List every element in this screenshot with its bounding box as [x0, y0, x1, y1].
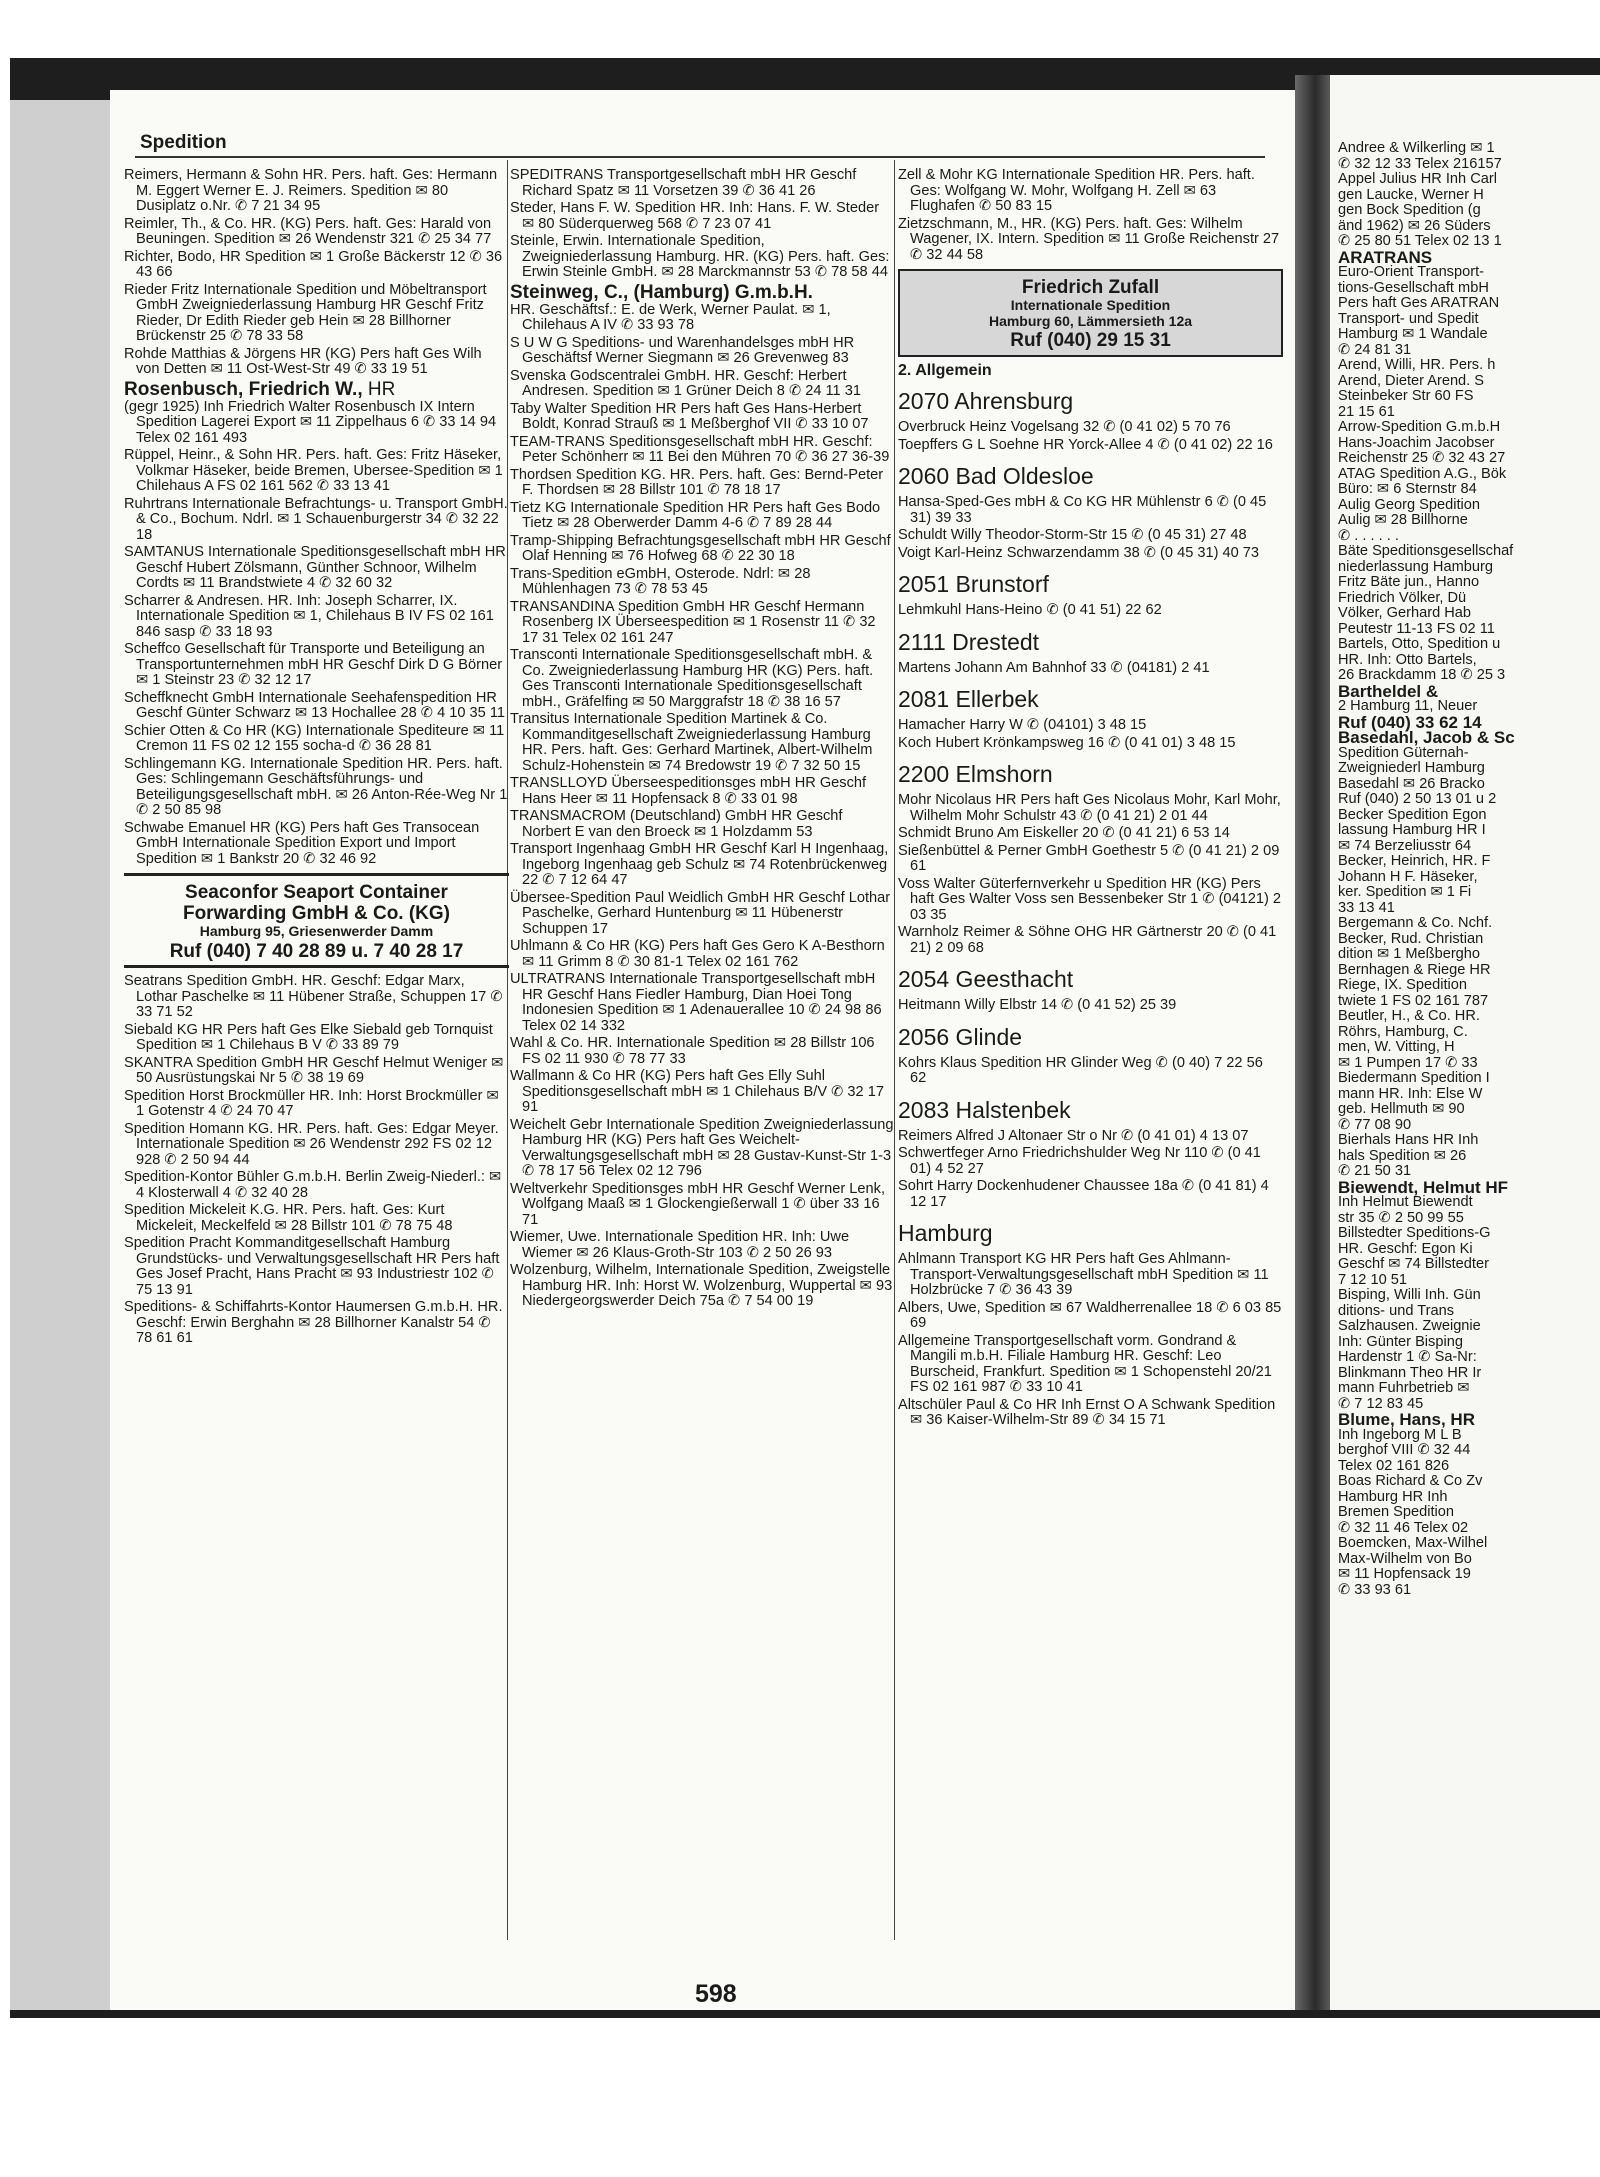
- right-page-line: Becker, Rud. Christian: [1338, 930, 1484, 947]
- listing-entry: Voss Walter Güterfernverkehr u Spedition HR (KG) Pers haft Ges Walter Voss sen Bessenbeker Str 1 ✆ (04121) 2 03 35: [898, 875, 1282, 923]
- right-page-line: mann HR. Inh: Else W: [1338, 1085, 1483, 1102]
- ad-address: Hamburg 60, Lämmersieth 12a: [988, 312, 1193, 329]
- right-page-line: Max-Wilhelm von Bo: [1338, 1550, 1472, 1567]
- ad-line: Friedrich Zufall: [1021, 277, 1160, 298]
- city-heading: 2070 Ahrensburg: [898, 388, 1074, 414]
- right-page-line: Salzhausen. Zweignie: [1338, 1318, 1481, 1334]
- right-page-line: Hardenstr 1 ✆ Sa-Nr:: [1338, 1349, 1477, 1365]
- listing-entry: Heitmann Willy Elbstr 14 ✆ (0 41 52) 25 39: [898, 997, 1177, 1013]
- city-heading: Hamburg: [898, 1220, 993, 1246]
- right-page-line: Spedition Güternah-: [1338, 744, 1469, 761]
- header-rule: [135, 156, 1265, 158]
- column-3: [898, 168, 1283, 1431]
- ad-line: Seaconfor Seaport Container: [185, 882, 448, 903]
- right-page-line: Ruf (040) 2 50 13 01 u 2: [1338, 791, 1497, 807]
- right-page-line: Röhrs, Hamburg, C.: [1338, 1023, 1468, 1040]
- listing-entry: Tramp-Shipping Befrachtungsgesellschaft mbH HR Geschf Olaf Henning ✉ 76 Hofweg 68 ✆ 22 30 18: [510, 532, 891, 564]
- listing-entry: HR. Geschäftsf.: E. de Werk, Werner Paulat. ✉ 1, Chilehaus A IV ✆ 33 93 78: [510, 301, 831, 333]
- right-page-line: ✆ . . . . . .: [1338, 527, 1399, 544]
- right-page-line: Bartheldel &: [1338, 681, 1439, 701]
- ad-phone: Ruf (040) 29 15 31: [1010, 330, 1171, 351]
- right-page-line: Arrow-Spedition G.m.b.H: [1338, 419, 1501, 435]
- right-page-line: ✆ 24 81 31: [1338, 341, 1412, 358]
- listing-entry: Sohrt Harry Dockenhudener Chaussee 18a ✆ (0 41 81) 4 12 17: [898, 1178, 1269, 1210]
- listing-name: Steinweg, C., (Hamburg) G.m.b.H.: [510, 281, 813, 303]
- right-page-line: Basedahl, Jacob & Sc: [1338, 728, 1515, 747]
- right-page-line: Inh Helmut Biewendt: [1338, 1194, 1473, 1210]
- listing-entry: SKANTRA Spedition GmbH HR Geschf Helmut Weniger ✉ 50 Ausrüstungskai Nr 5 ✆ 38 19 69: [124, 1054, 504, 1086]
- city-heading: 2054 Geesthacht: [898, 966, 1074, 992]
- ad-phone: Ruf (040) 7 40 28 89 u. 7 40 28 17: [169, 940, 464, 962]
- listing-entry: Schwertfeger Arno Friedrichshulder Weg Nr 110 ✆ (0 41 01) 4 52 27: [898, 1145, 1261, 1177]
- right-page-line: Hamburg HR Inh: [1338, 1488, 1448, 1505]
- right-page-line: Inh Ingeborg M L B: [1338, 1426, 1462, 1443]
- right-page-line: Basedahl ✉ 26 Bracko: [1338, 775, 1485, 792]
- city-heading: 2111 Drestedt: [898, 628, 1040, 655]
- right-page-line: Zweigniederl Hamburg: [1338, 760, 1485, 776]
- listing-entry: Spedition Homann KG. HR. Pers. haft. Ges: Edgar Meyer. Internationale Spedition ✉ 26 Wendenstr 292 FS 02 12 928 ✆ 2 50 94 44: [124, 1120, 499, 1168]
- right-page-line: Bergemann & Co. Nchf.: [1338, 915, 1493, 931]
- right-page-line: ARATRANS: [1338, 247, 1433, 267]
- right-page-line: Blinkmann Theo HR Ir: [1338, 1364, 1482, 1381]
- right-page-line: Telex 02 161 826: [1338, 1457, 1450, 1474]
- right-page-line: ✆ 33 93 61: [1338, 1581, 1412, 1598]
- right-page-line: HR. Inh: Otto Bartels,: [1338, 651, 1477, 668]
- city-heading: 2060 Bad Oldesloe: [898, 463, 1094, 489]
- listing-entry: Allgemeine Transportgesellschaft vorm. Gondrand & Mangili m.b.H. Filiale Hamburg HR. Geschf: Leo Burscheid, Frankfurt. Spedition ✉ 1 Schopenstehl 20/21 FS 02 161 987 ✆ 33 10 41: [898, 1332, 1272, 1395]
- right-page-line: Pers haft Ges ARATRAN: [1338, 295, 1500, 311]
- listing-entry: ULTRATRANS Internationale Transportgesellschaft mbH HR Geschf Hans Fiedler Hamburg, Dian Hoei Tong Indonesien Spedition ✉ 1 Adenauerallee 10 ✆ 24 98 86 Telex 02 14 332: [510, 971, 882, 1034]
- right-page-line: 21 15 61: [1338, 403, 1395, 420]
- right-page-line: twiete 1 FS 02 161 787: [1338, 992, 1489, 1009]
- right-page-line: Riege, IX. Spedition: [1338, 977, 1467, 993]
- right-page-line: ATAG Spedition A.G., Bök: [1338, 465, 1507, 482]
- right-page-line: lassung Hamburg HR I: [1338, 822, 1486, 838]
- city-heading: 2200 Elmshorn: [898, 761, 1053, 787]
- section-heading: 2. Allgemein: [898, 361, 992, 379]
- listing-entry: Wolzenburg, Wilhelm, Internationale Spedition, Zweigstelle Hamburg HR. Inh: Horst W. Wolzenburg, Wuppertal ✉ 93 Niedergeorgswerder Deich 75a ✆ 7 54 00 19: [510, 1262, 893, 1309]
- listing-entry: Rieder Fritz Internationale Spedition und Möbeltransport GmbH Zweigniederlassung Hamburg HR Geschf Fritz Rieder, Dr Edith Rieder geb Hein ✉ 28 Billhorner Brückenstr 25 ✆ 78 33 58: [124, 281, 487, 344]
- listing-entry: SAMTANUS Internationale Speditionsgesellschaft mbH HR Geschf Hubert Zölsmann, Günther Schnoor, Wilhelm Cordts ✉ 11 Brandstwiete 4 ✆ 32 60 32: [124, 544, 506, 591]
- right-page-line: Ruf (040) 33 62 14: [1338, 712, 1482, 732]
- right-page-line: geb. Hellmuth ✉ 90: [1338, 1101, 1465, 1117]
- listing-entry: Übersee-Spedition Paul Weidlich GmbH HR Geschf Lothar Paschelke, Gerhard Huntenburg ✉ 11 Hübenerstr Schuppen 17: [510, 889, 891, 937]
- ad-line: Internationale Spedition: [1010, 297, 1171, 313]
- right-page-line: tions-Gesellschaft mbH: [1338, 279, 1489, 296]
- column-1: [124, 168, 509, 1349]
- left-page: [110, 90, 1300, 2010]
- listing-entry: Martens Johann Am Bahnhof 33 ✆ (04181) 2 41: [898, 659, 1210, 676]
- listing-entry: Albers, Uwe, Spedition ✉ 67 Waldherrenallee 18 ✆ 6 03 85 69: [898, 1299, 1282, 1331]
- right-page-line: Hamburg ✉ 1 Wandale: [1338, 326, 1488, 342]
- right-page-line: Fritz Bäte jun., Hanno: [1338, 574, 1480, 590]
- listing-entry: Seatrans Spedition GmbH. HR. Geschf: Edgar Marx, Lothar Paschelke ✉ 11 Hübener Straße, Schuppen 17 ✆ 33 71 52: [124, 973, 503, 1020]
- listing-entry: Zell & Mohr KG Internationale Spedition HR. Pers. haft. Ges: Wolfgang W. Mohr, Wolfgang H. Zell ✉ 63 Flughafen ✆ 50 83 15: [898, 167, 1255, 214]
- right-page-line: ✆ 21 50 31: [1338, 1163, 1412, 1179]
- right-page-line: Bartels, Otto, Spedition u: [1338, 636, 1501, 652]
- listing-entry: Reimers Alfred J Altonaer Str o Nr ✆ (0 41 01) 4 13 07: [898, 1127, 1249, 1144]
- ad-line: Forwarding GmbH & Co. (KG): [182, 903, 451, 924]
- right-page-line: hals Spedition ✉ 26: [1338, 1147, 1467, 1164]
- right-page-line: Johann H F. Häseker,: [1338, 868, 1478, 885]
- listing-entry: Zietzschmann, M., HR. (KG) Pers. haft. Ges: Wilhelm Wagener, IX. Intern. Spedition ✉ 11 Große Reichenstr 27 ✆ 32 44 58: [898, 215, 1280, 263]
- listing-entry: Reimers, Hermann & Sohn HR. Pers. haft. Ges: Hermann M. Eggert Werner E. J. Reimers. Spedition ✉ 80 Dusiplatz o.Nr. ✆ 7 21 34 95: [124, 167, 498, 214]
- right-page-line: men, W. Vitting, H: [1338, 1039, 1455, 1055]
- right-page-line: ✆ 32 11 46 Telex 02: [1338, 1519, 1469, 1536]
- right-page-line: Arend, Dieter Arend. S: [1338, 372, 1485, 389]
- right-page-line: dition ✉ 1 Meßbergho: [1338, 946, 1481, 962]
- right-page: [1330, 75, 1600, 2010]
- right-page-line: Bernhagen & Riege HR: [1338, 961, 1491, 978]
- right-page-line: ✉ 1 Pumpen 17 ✆ 33: [1338, 1054, 1478, 1071]
- right-page-line: ✆ 7 12 83 45: [1338, 1395, 1424, 1412]
- right-page-line: Völker, Gerhard Hab: [1338, 605, 1472, 621]
- right-page-line: ✉ 74 Berzeliusstr 64: [1338, 837, 1472, 854]
- right-page-line: niederlassung Hamburg: [1338, 558, 1493, 575]
- right-page-line: Boemcken, Max-Wilhel: [1338, 1535, 1488, 1551]
- right-page-line: 33 13 41: [1338, 899, 1395, 916]
- right-page-line: Arend, Willi, HR. Pers. h: [1338, 357, 1496, 373]
- listing-entry: Taby Walter Spedition HR Pers haft Ges Hans-Herbert Boldt, Konrad Strauß ✉ 1 Meßberghof VII ✆ 33 10 07: [510, 400, 869, 432]
- right-page-line: Appel Julius HR Inh Carl: [1338, 171, 1497, 187]
- listing-entry: Toepffers G L Soehne HR Yorck-Allee 4 ✆ (0 41 02) 22 16: [898, 436, 1273, 453]
- right-page-line: Aulig Georg Spedition: [1338, 496, 1480, 513]
- column-2: [510, 168, 895, 1312]
- listing-entry: Trans-Spedition eGmbH, Osterode. Ndrl: ✉ 28 Mühlenhagen 73 ✆ 78 53 45: [510, 565, 811, 597]
- listing-entry: Tietz KG Internationale Spedition HR Pers haft Ges Bodo Tietz ✉ 28 Oberwerder Damm 4-6 ✆ 7 89 28 44: [510, 499, 881, 531]
- right-page-line: 7 12 10 51: [1338, 1271, 1407, 1288]
- right-page-line: Inh: Günter Bisping: [1338, 1333, 1463, 1350]
- right-page-line: Beutler, H., & Co. HR.: [1338, 1008, 1480, 1024]
- right-page-line: berghof VIII ✆ 32 44: [1338, 1442, 1471, 1458]
- listing-entry: Ruhrtrans Internationale Befrachtungs- u. Transport GmbH. & Co., Bochum. Ndrl. ✉ 1 Schauenburgerstr 34 ✆ 32 22 18: [124, 495, 508, 543]
- listing-entry: Scharrer & Andresen. HR. Inh: Joseph Scharrer, IX. Internationale Spedition ✉ 1, Chilehaus B IV FS 02 161 846 sasp ✆ 33 18 93: [124, 592, 494, 640]
- listing-entry: TRANSANDINA Spedition GmbH HR Geschf Hermann Rosenberg IX Überseespedition ✉ 1 Rosenstr 11 ✆ 32 17 31 Telex 02 161 247: [510, 598, 876, 646]
- right-page-line: Steinbeker Str 60 FS: [1338, 388, 1474, 404]
- right-page-line: änd 1962) ✉ 26 Süders: [1338, 217, 1491, 234]
- right-page-column: [1338, 141, 1600, 1598]
- listing-entry: Warnholz Reimer & Söhne OHG HR Gärtnerstr 20 ✆ (0 41 21) 2 09 68: [898, 924, 1277, 956]
- listing-entry: S U W G Speditions- und Warenhandelsges mbH HR Geschäftsf Werner Siegmann ✉ 26 Grevenweg 83: [510, 334, 855, 366]
- city-heading: 2051 Brunstorf: [898, 571, 1049, 597]
- listing-entry: Uhlmann & Co HR (KG) Pers haft Ges Gero K A-Besthorn ✉ 11 Grimm 8 ✆ 30 81-1 Telex 02 161 762: [510, 938, 885, 970]
- listing-entry: Rüppel, Heinr., & Sohn HR. Pers. haft. Ges: Fritz Häseker, Volkmar Häseker, beide Bremen, Ubersee-Spedition ✉ 1 Chilehaus A FS 02 161 562 ✆ 33 13 41: [124, 447, 503, 494]
- listing-entry: Weichelt Gebr Internationale Spedition Zweigniederlassung Hamburg HR (KG) Pers haft Ges Weichelt-Verwaltungsgesellschaft mbH ✉ 28 Gustav-Kunst-Str 1-3 ✆ 78 17 56 Telex 02 12 796: [510, 1116, 894, 1179]
- listing-entry: Weltverkehr Speditionsges mbH HR Geschf Werner Lenk, Wolfgang Maaß ✉ 1 Glockengießerwall 1 ✆ über 33 16 71: [510, 1180, 885, 1228]
- listing-entry: TEAM-TRANS Speditionsgesellschaft mbH HR. Geschf: Peter Schönherr ✉ 11 Bei den Mühren 70 ✆ 36 27 36-39: [510, 433, 890, 465]
- right-page-line: Hans-Joachim Jacobser: [1338, 434, 1495, 451]
- listing-entry: Scheffco Gesellschaft für Transporte und Beteiligung an Transportunternehmen mbH HR Geschf Dirk D G Börner ✉ 1 Steinstr 23 ✆ 32 12 17: [124, 641, 503, 688]
- listing-entry: Sießenbüttel & Perner GmbH Goethestr 5 ✆ (0 41 21) 2 09 61: [898, 842, 1280, 874]
- page-number: 598: [695, 1980, 737, 2008]
- right-page-line: gen Bock Spedition (g: [1338, 202, 1481, 218]
- listing-entry: Wallmann & Co HR (KG) Pers haft Ges Elly Suhl Speditionsgesellschaft mbH ✉ 1 Chilehaus B/V ✆ 32 17 91: [510, 1068, 884, 1115]
- listing-entry: Steder, Hans F. W. Spedition HR. Inh: Hans. F. W. Steder ✉ 80 Süderquerweg 568 ✆ 7 23 07 41: [510, 200, 880, 232]
- listing-entry: Spedition Horst Brockmüller HR. Inh: Horst Brockmüller ✉ 1 Gotenstr 4 ✆ 24 70 47: [124, 1087, 499, 1119]
- right-page-line: Geschf ✉ 74 Billstedter: [1338, 1256, 1489, 1272]
- listing-entry: Spedition-Kontor Bühler G.m.b.H. Berlin Zweig-Niederl.: ✉ 4 Klosterwall 4 ✆ 32 40 28: [124, 1169, 502, 1201]
- listing-entry: Lehmkuhl Hans-Heino ✆ (0 41 51) 22 62: [898, 602, 1162, 618]
- listing-entry: Scheffknecht GmbH Internationale Seehafenspedition HR Geschf Günter Schwarz ✉ 13 Hochallee 28 ✆ 4 10 35 11: [124, 689, 505, 721]
- listing-entry: Schmidt Bruno Am Eiskeller 20 ✆ (0 41 21) 6 53 14: [898, 825, 1230, 841]
- listing-entry: Rohde Matthias & Jörgens HR (KG) Pers haft Ges Wilh von Detten ✉ 11 Ost-West-Str 49 ✆ 33 19 51: [124, 345, 482, 377]
- listing-entry: Schlingemann KG. Internationale Spedition HR. Pers. haft. Ges: Schlingemann Geschäftsführungs- und Beteiligungsgesellschaft mbH. ✉ 26 Anton-Rée-Weg Nr 1 ✆ 2 50 85 98: [124, 755, 508, 818]
- listing-entry: Hamacher Harry W ✆ (04101) 3 48 15: [898, 717, 1147, 733]
- listing-name-main: Rosenbusch, Friedrich W.,: [124, 378, 363, 400]
- listing-entry: Spedition Pracht Kommanditgesellschaft Hamburg Grundstücks- und Verwaltungsgesellschaft HR Pers haft Ges Josef Pracht, Hans Pracht ✉ 93 Industriestr 102 ✆ 75 13 91: [124, 1235, 500, 1298]
- book-gutter: [1295, 75, 1335, 2010]
- listing-entry: Hansa-Sped-Ges mbH & Co KG HR Mühlenstr 6 ✆ (0 45 31) 39 33: [898, 494, 1267, 526]
- listing-entry: Overbruck Heinz Vogelsang 32 ✆ (0 41 02) 5 70 76: [898, 419, 1231, 435]
- right-page-line: ✉ 11 Hopfensack 19: [1338, 1566, 1471, 1582]
- right-page-line: Transport- und Spedit: [1338, 310, 1479, 327]
- listing-entry: Svenska Godscentralei GmbH. HR. Geschf: Herbert Andresen. Spedition ✉ 1 Grüner Deich 8 ✆ 24 11 31: [510, 367, 861, 399]
- listing-entry: Steinle, Erwin. Internationale Spedition, Zweigniederlassung Hamburg. HR. (KG) Pers. haft. Ges: Erwin Steinle GmbH. ✉ 28 Marckmannstr 53 ✆ 78 58 44: [510, 233, 890, 280]
- listing-entry: Transconti Internationale Speditionsgesellschaft mbH. & Co. Zweigniederlassung Hamburg HR (KG) Pers. haft. Ges Transconti Internationale Speditionsgesellschaft mbH., Gräfelfing ✉ 50 Marggrafstr 18 ✆ 38 16 57: [510, 647, 874, 710]
- right-page-line: Bisping, Willi Inh. Gün: [1338, 1287, 1481, 1303]
- right-page-line: ditions- und Trans: [1338, 1302, 1455, 1319]
- right-page-line: mann Fuhrbetrieb ✉: [1338, 1380, 1470, 1396]
- listing-entry: Schier Otten & Co HR (KG) Internationale Spediteure ✉ 11 Cremon 11 FS 02 12 155 socha-d ✆ 36 28 81: [124, 722, 505, 754]
- listing-entry: Wiemer, Uwe. Internationale Spedition HR. Inh: Uwe Wiemer ✉ 26 Klaus-Groth-Str 103 ✆ 2 50 26 93: [510, 1229, 850, 1261]
- right-page-line: Blume, Hans, HR: [1338, 1410, 1475, 1429]
- right-page-line: Boas Richard & Co Zv: [1338, 1473, 1483, 1489]
- right-page-line: ker. Spedition ✉ 1 Fi: [1338, 884, 1472, 900]
- right-page-line: Becker, Heinrich, HR. F: [1338, 853, 1491, 869]
- right-page-line: ✆ 25 80 51 Telex 02 13 1: [1338, 233, 1502, 249]
- listing-name: [124, 380, 509, 400]
- listing-entry: Reimler, Th., & Co. HR. (KG) Pers. haft. Ges: Harald von Beuningen. Spedition ✉ 26 Wendenstr 321 ✆ 25 34 77: [124, 215, 492, 247]
- right-page-line: ✆ 77 08 90: [1338, 1116, 1412, 1133]
- right-page-line: Becker Spedition Egon: [1338, 806, 1487, 823]
- listing-entry: Speditions- & Schiffahrts-Kontor Haumersen G.m.b.H. HR. Geschf: Erwin Berghahn ✉ 28 Billhorner Kanalstr 54 ✆ 78 61 61: [124, 1299, 503, 1346]
- right-page-line: Bremen Spedition: [1338, 1504, 1455, 1520]
- listing-entry: Koch Hubert Krönkampsweg 16 ✆ (0 41 01) 3 48 15: [898, 734, 1236, 751]
- listing-entry: Transitus Internationale Spedition Martinek & Co. Kommanditgesellschaft Zweigniederlassung Hamburg HR. Pers. haft. Ges: Gerhard Martinek, Albert-Wilhelm Schulz-Hohenstein ✉ 74 Bredowstr 19 ✆ 7 32 50 15: [510, 711, 873, 774]
- right-page-line: Bäte Speditionsgesellschaf: [1338, 543, 1514, 559]
- page-header: Spedition: [140, 132, 227, 153]
- city-heading: 2083 Halstenbek: [898, 1096, 1071, 1123]
- listing-entry: Schwabe Emanuel HR (KG) Pers haft Ges Transocean GmbH Internationale Spedition Export und Import Spedition ✉ 1 Bankstr 20 ✆ 32 46 92: [124, 819, 480, 867]
- listing-entry: Siebald KG HR Pers haft Ges Elke Siebald geb Tornquist Spedition ✉ 1 Chilehaus B V ✆ 33 89 79: [124, 1021, 493, 1053]
- right-page-line: gen Laucke, Werner H: [1338, 186, 1484, 203]
- right-page-line: Aulig ✉ 28 Billhorne: [1338, 512, 1468, 528]
- right-page-line: Friedrich Völker, Dü: [1338, 589, 1467, 606]
- listing-name-suffix: HR: [362, 378, 396, 400]
- city-heading: 2081 Ellerbek: [898, 686, 1039, 712]
- listing-entry: Schuldt Willy Theodor-Storm-Str 15 ✆ (0 45 31) 27 48: [898, 527, 1247, 543]
- right-page-line: str 35 ✆ 2 50 99 55: [1338, 1209, 1464, 1226]
- right-page-line: Biewendt, Helmut HF: [1338, 1177, 1509, 1197]
- right-page-line: Peutestr 11-13 FS 02 11: [1338, 620, 1495, 637]
- right-page-line: Biedermann Spedition I: [1338, 1070, 1490, 1086]
- city-heading: 2056 Glinde: [898, 1023, 1023, 1050]
- right-page-line: 26 Brackdamm 18 ✆ 25 3: [1338, 667, 1506, 683]
- ad-address: Hamburg 95, Griesenwerder Damm: [199, 923, 434, 939]
- right-page-line: Bierhals Hans HR Inh: [1338, 1132, 1479, 1148]
- right-page-line: ✆ 32 12 33 Telex 216157: [1338, 155, 1502, 172]
- listing-entry: TRANSMACROM (Deutschland) GmbH HR Geschf Norbert E van den Broeck ✉ 1 Holzdamm 53: [510, 808, 843, 840]
- listing-entry: (gegr 1925) Inh Friedrich Walter Rosenbusch IX Intern Spedition Lagerei Export ✉ 11 Zippelhaus 6 ✆ 33 14 94 Telex 02 161 493: [124, 398, 497, 446]
- listing-entry: Voigt Karl-Heinz Schwarzendamm 38 ✆ (0 45 31) 40 73: [898, 544, 1260, 561]
- right-page-line: HR. Geschf: Egon Ki: [1338, 1240, 1473, 1257]
- listing-entry: Ahlmann Transport KG HR Pers haft Ges Ahlmann-Transport-Verwaltungsgesellschaft mbH Spedition ✉ 11 Holzbrücke 7 ✆ 36 43 39: [898, 1251, 1269, 1298]
- right-page-line: Andree & Wilkerling ✉ 1: [1338, 140, 1495, 156]
- listing-entry: Mohr Nicolaus HR Pers haft Ges Nicolaus Mohr, Karl Mohr, Wilhelm Mohr Schulstr 43 ✆ (0 41 21) 2 01 44: [898, 792, 1281, 824]
- listing-entry: Wahl & Co. HR. Internationale Spedition ✉ 28 Billstr 106 FS 02 11 930 ✆ 78 77 33: [510, 1035, 875, 1067]
- listing-entry: Transport Ingenhaag GmbH HR Geschf Karl H Ingenhaag, Ingeborg Ingenhaag geb Schulz ✉ 74 Rotenbrückenweg 22 ✆ 7 12 64 47: [510, 841, 889, 888]
- listing-entry: TRANSLLOYD Überseespeditionsges mbH HR Geschf Hans Heer ✉ 11 Hopfensack 8 ✆ 33 01 98: [510, 775, 867, 807]
- listing-entry: Kohrs Klaus Spedition HR Glinder Weg ✆ (0 40) 7 22 56 62: [898, 1054, 1263, 1086]
- listing-entry: SPEDITRANS Transportgesellschaft mbH HR Geschf Richard Spatz ✉ 11 Vorsetzen 39 ✆ 36 41 26: [510, 167, 857, 199]
- listing-entry: Thordsen Spedition KG. HR. Pers. haft. Ges: Bernd-Peter F. Thordsen ✉ 28 Billstr 101 ✆ 78 18 17: [510, 466, 884, 498]
- listing-entry: Spedition Mickeleit K.G. HR. Pers. haft. Ges: Kurt Mickeleit, Meckelfeld ✉ 28 Billstr 101 ✆ 78 75 48: [124, 1202, 453, 1234]
- right-page-line: Büro: ✉ 6 Sternstr 84: [1338, 481, 1477, 497]
- right-page-line: Euro-Orient Transport-: [1338, 264, 1484, 280]
- right-page-line: 2 Hamburg 11, Neuer: [1338, 698, 1478, 714]
- right-page-line: Reichenstr 25 ✆ 32 43 27: [1338, 450, 1506, 466]
- listing-entry: Richter, Bodo, HR Spedition ✉ 1 Große Bäckerstr 12 ✆ 36 43 66: [124, 248, 503, 280]
- zufall-ad: [898, 269, 1283, 357]
- seaconfor-ad: [124, 873, 509, 968]
- right-page-line: Billstedter Speditions-G: [1338, 1225, 1491, 1241]
- listing-entry: Altschüler Paul & Co HR Inh Ernst O A Schwank Spedition ✉ 36 Kaiser-Wilhelm-Str 89 ✆ 34 15 71: [898, 1396, 1276, 1428]
